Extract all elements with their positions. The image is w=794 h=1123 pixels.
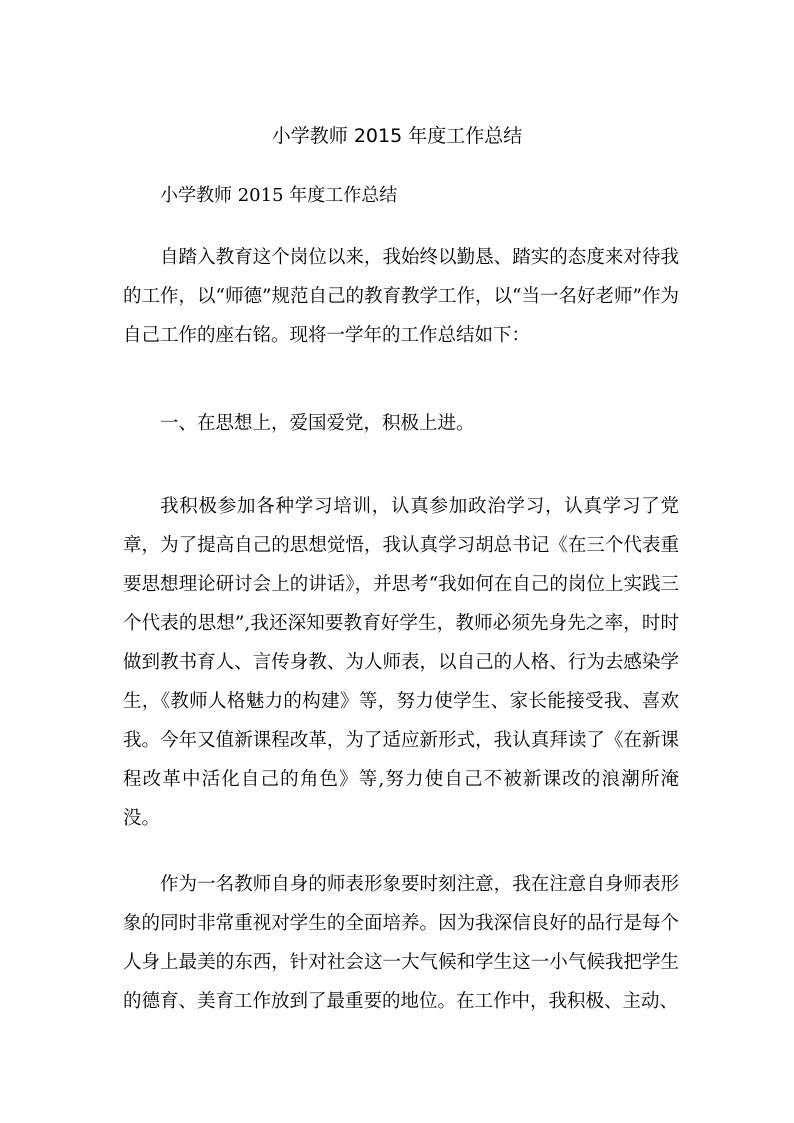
paragraph-teacher-image: 作为一名教师自身的师表形象要时刻注意，我在注意自身师表形象的同时非常重视对学生的全面培养。因为我深信良好的品行是每个人身上最美的东西，针对社会这一大气候和学生这一小气候我把学生的德育、美育工作放到了最重要的地位。在工作中，我积极、主动、	[123, 873, 679, 1012]
paragraph-intro: 自踏入教育这个岗位以来，我始终以勤恳、踏实的态度来对待我的工作，以“师德”规范自己的教育教学工作，以“当一名好老师”作为自己工作的座右铭。现将一学年的工作总结如下：	[123, 246, 679, 346]
document-title: 小学教师 2015 年度工作总结	[271, 125, 523, 147]
document-subtitle: 小学教师 2015 年度工作总结	[160, 185, 398, 206]
paragraph-study: 我积极参加各种学习培训，认真参加政治学习，认真学习了党章，为了提高自己的思想觉悟，我认真学习胡总书记《在三个代表重要思想理论研讨会上的讲话》，并思考“我如何在自己的岗位上实践三个代表的思想”,我还深知要教育好学生，教师必须先身先之率，时时做到教书育人、言传身教、为人师表，以自己的人格、行为去感染学生，《教师人格魅力的构建》等，努力使学生、家长能接受我、喜欢我。今年又值新课程改革，为了适应新形式，我认真拜读了《在新课程改革中活化自己的角色》等,努力使自己不被新课改的浪潮所淹没。	[123, 495, 679, 829]
section-heading-ideology: 一、在思想上，爱国爱党，积极上进。	[160, 412, 475, 434]
